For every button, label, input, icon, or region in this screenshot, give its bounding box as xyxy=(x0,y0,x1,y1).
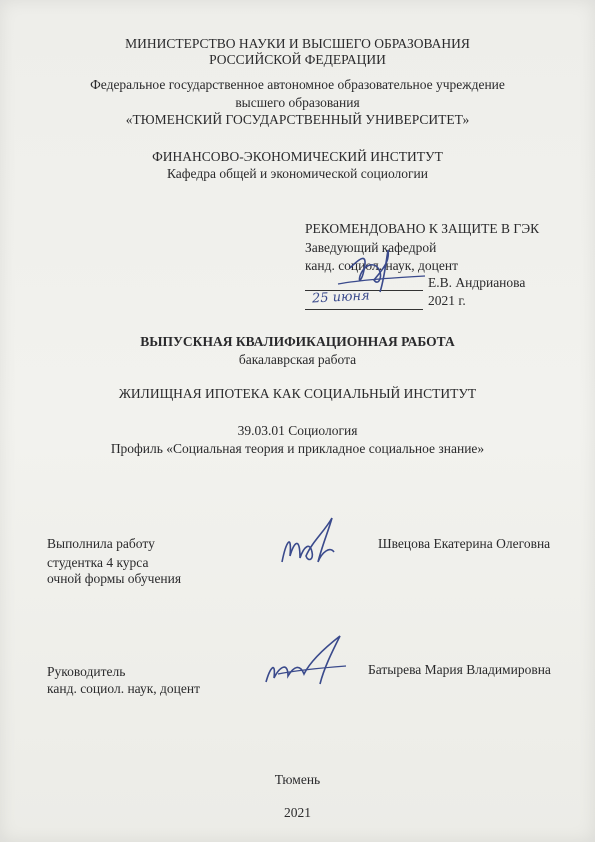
institution-line-2: высшего образования xyxy=(235,95,360,110)
supervisor-line-2: канд. социол. наук, доцент xyxy=(47,681,200,696)
year: 2021 xyxy=(284,805,311,820)
approval-year: 2021 г. xyxy=(428,293,466,308)
department-name: Кафедра общей и экономической социологии xyxy=(166,166,429,181)
student-line-1: Выполнила работу xyxy=(47,536,155,551)
head-signature xyxy=(330,240,440,295)
student-signature xyxy=(272,512,352,572)
date-line xyxy=(305,309,423,310)
work-subtype: бакалаврская работа xyxy=(238,352,357,367)
handwritten-date: 25 июня xyxy=(311,288,371,307)
work-type: ВЫПУСКНАЯ КВАЛИФИКАЦИОННАЯ РАБОТА xyxy=(140,334,455,349)
university-name: «ТЮМЕНСКИЙ ГОСУДАРСТВЕННЫЙ УНИВЕРСИТЕТ» xyxy=(125,112,470,127)
ministry-line-2: РОССИЙСКОЙ ФЕДЕРАЦИИ xyxy=(209,52,386,67)
student-line-3: очной формы обучения xyxy=(47,571,182,586)
specialty-profile: Профиль «Социальная теория и прикладное социальное знание» xyxy=(110,441,485,456)
institute-name: ФИНАНСОВО-ЭКОНОМИЧЕСКИЙ ИНСТИТУТ xyxy=(152,149,443,164)
student-line-2: студентка 4 курса xyxy=(47,555,149,570)
supervisor-name: Батырева Мария Владимировна xyxy=(368,662,551,677)
student-name: Швецова Екатерина Олеговна xyxy=(378,536,551,551)
approval-position: Заведующий кафедрой xyxy=(305,240,437,255)
ministry-line-1: МИНИСТЕРСТВО НАУКИ И ВЫСШЕГО ОБРАЗОВАНИЯ xyxy=(125,36,470,51)
specialty-code: 39.03.01 Социология xyxy=(237,423,358,438)
institution-line-1: Федеральное государственное автономное образовательное учреждение xyxy=(90,77,505,92)
approval-title: РЕКОМЕНДОВАНО К ЗАЩИТЕ В ГЭК xyxy=(305,221,540,236)
supervisor-line-1: Руководитель xyxy=(47,664,126,679)
approval-name: Е.В. Андрианова xyxy=(428,275,526,290)
supervisor-signature xyxy=(258,632,358,692)
approval-degree: канд. социол. наук, доцент xyxy=(305,258,458,273)
work-title: ЖИЛИЩНАЯ ИПОТЕКА КАК СОЦИАЛЬНЫЙ ИНСТИТУТ xyxy=(118,386,477,401)
city: Тюмень xyxy=(274,772,321,787)
